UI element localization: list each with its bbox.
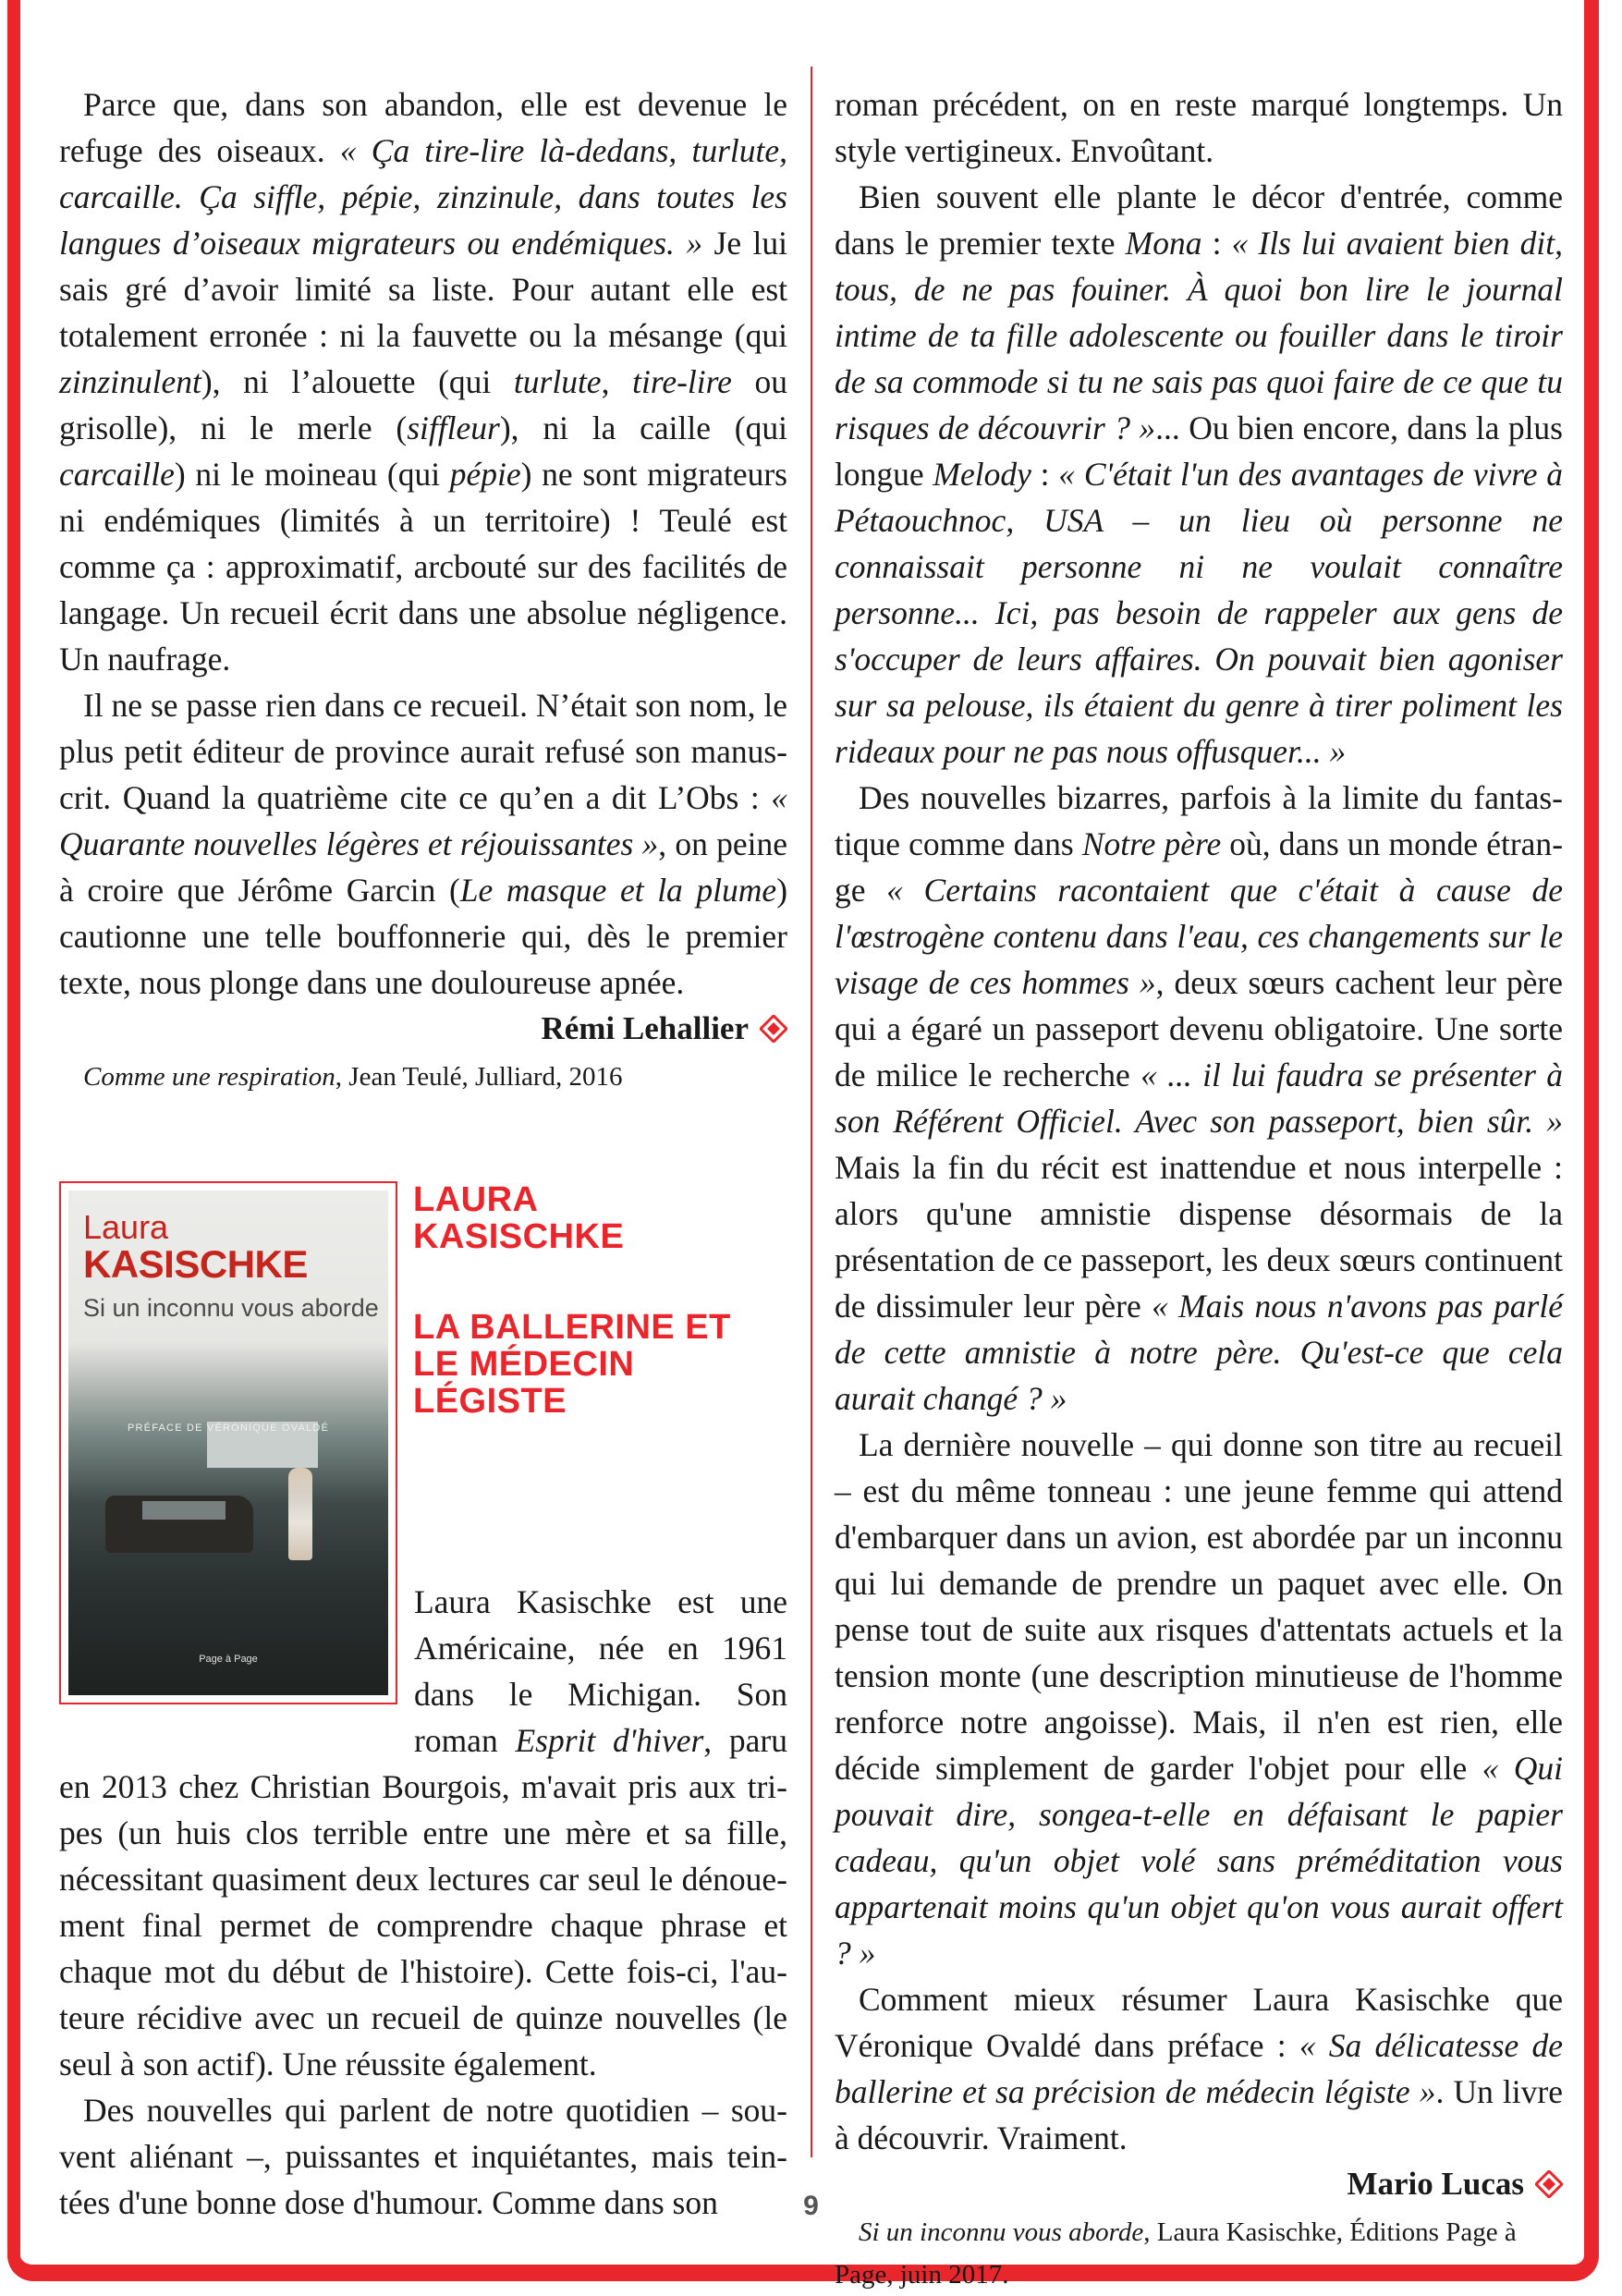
cover-title: Si un inconnu vous aborde xyxy=(83,1294,379,1322)
left-column xyxy=(59,81,787,2226)
book-cover-image xyxy=(59,1181,397,1704)
italic-run: Comme une respiration xyxy=(83,1062,335,1092)
text-run: Je lui sais gré d’avoir limité sa liste. Pour autant elle est totalement erronée : ni la fauvette ou la mésange (qui xyxy=(59,225,787,354)
text-run: ) ni le moineau (qui xyxy=(174,456,450,493)
text-run: Des nouvelles bizarres, parfois à la limite du fantastique comme dans xyxy=(835,779,1563,862)
cover-car-window xyxy=(142,1501,226,1520)
text-run: , Jean Teulé, Julliard, 2016 xyxy=(335,1062,623,1092)
right-column xyxy=(835,81,1563,2296)
book-header xyxy=(59,1180,787,1665)
cover-publisher: Page à Page xyxy=(199,1654,258,1665)
cover-author-last: KASISCHKE xyxy=(83,1242,308,1286)
review-kasischke-source xyxy=(835,2211,1563,2296)
italic-run: carcaille xyxy=(59,456,175,493)
text-run: : xyxy=(1031,456,1059,493)
cover-preface: PRÉFACE DE VÉRONIQUE OVALDÉ xyxy=(127,1423,330,1434)
heading-author-line-1: LAURA xyxy=(413,1180,539,1219)
paragraph xyxy=(835,1422,1563,1976)
italic-run: Le masque et la plume xyxy=(459,872,777,909)
review-kasischke-body-right xyxy=(835,81,1563,2161)
italic-run: siffleur xyxy=(407,409,500,446)
text-run: ) cautionne une telle bouffonnerie qui, dès le premier texte, nous plonge dans une douloureuse apnée. xyxy=(59,872,788,1001)
italic-run: Mona xyxy=(1125,225,1202,262)
paragraph xyxy=(835,1976,1563,2161)
italic-run: Notre père xyxy=(1081,825,1222,862)
page-number: 9 xyxy=(803,2191,819,2221)
italic-run: turlute xyxy=(513,363,602,400)
text-run: , xyxy=(601,363,633,400)
text-run: ) ne sont migrateurs ni endémiques (limités à un territoire) ! Teulé est comme ça : approximatif, arcbouté sur des facilités de langage. Un recueil écrit dans une absolue négligence. Un naufrage. xyxy=(59,456,787,678)
text-run: Comment mieux résumer Laura Kasischke que Véronique Ovaldé dans préface : xyxy=(835,1981,1563,2064)
text-run: ), ni l’alouette (qui xyxy=(201,363,514,400)
text-run: Parce que, dans son abandon, elle est devenue le refuge des oiseaux. xyxy=(59,86,787,169)
cover-author-first: Laura xyxy=(83,1208,169,1246)
text-run: ... Ou bien encore, dans la plus longue xyxy=(835,409,1564,493)
review-teule-body xyxy=(59,81,787,1006)
text-run: : xyxy=(1201,225,1232,262)
column-divider xyxy=(811,67,812,2157)
italic-run: « Mais nous n'avons pas parlé de cette amnistie à notre père. Qu'est-ce que cela aurait changé ? » xyxy=(835,1288,1563,1417)
text-run: Mais la fin du récit est inattendue et nous interpelle : alors qu'une amnistie dispense désormais de la présentation de ce passeport, les deux sœurs continuent de dissimuler leur père xyxy=(835,1149,1563,1325)
text-run: , Laura Kasischke, Éditions Page à Page, juin 2017. xyxy=(835,2217,1517,2290)
text-run: , paru en 2013 chez Christian Bourgois, m'avait pris aux tripes (un huis clos terrible entre une mère et sa fille, nécessitant quasiment deux lectures car seul le dénouement final permet de comprendre chaque phrase et chaque mot du début de l'histoire). Cette fois-ci, l'auteure récidive avec un recueil de quinze nouvelles (le seul à son actif). Une réussite également. xyxy=(59,1722,787,2082)
text-run: Il ne se passe rien dans ce recueil. N’était son nom, le plus petit éditeur de province aurait refusé son manuscrit. Quand la quatrième cite ce qu’en a dit L’Obs : xyxy=(59,687,787,816)
italic-run: « Quarante nouvelles légères et réjouissantes » xyxy=(59,779,787,862)
italic-run: « Certains racontaient que c'était à cause de l'œstrogène contenu dans l'eau, ces changements sur le visage de ces hommes » xyxy=(835,872,1563,1001)
heading-gap xyxy=(413,1255,731,1309)
italic-run: « C'était l'un des avantages de vivre à Pétaouchnoc, USA – un lieu où personne ne connaissait personne ni ne voulait connaître personne... Ici, pas besoin de rappeler aux gens de s'occuper de leurs affaires. On pouvait bien agoniser sur sa pelouse, ils étaient du genre à tirer poliment les rideaux pour ne pas nous offusquer... » xyxy=(835,456,1563,770)
text-run: , on peine à croire que Jérôme Garcin ( xyxy=(59,825,787,909)
paragraph xyxy=(835,174,1563,775)
text-run: où, dans un monde étrange xyxy=(835,825,1564,909)
italic-run: Si un inconnu vous aborde xyxy=(859,2217,1144,2247)
italic-run: « Sa délicatesse de ballerine et sa précision de médecin légiste » xyxy=(835,2027,1563,2110)
review-kasischke-heading xyxy=(413,1181,731,1420)
paragraph xyxy=(59,682,787,1006)
cover-author xyxy=(83,1208,308,1286)
text-run: , deux sœurs cachent leur père qui a égaré un passeport devenu obligatoire. Une sorte de milice le recherche xyxy=(835,964,1564,1093)
text-run: Laura Kasischke est une Américaine, née en 1961 dans le Michigan. Son roman xyxy=(414,1583,787,1759)
review-teule-source xyxy=(59,1056,787,1098)
paragraph xyxy=(835,775,1563,1422)
text-run: Bien souvent elle plante le décor d'entrée, comme dans le premier texte xyxy=(835,178,1563,262)
review-kasischke xyxy=(59,1181,787,2226)
cover-photo xyxy=(68,1191,388,1695)
review-teule xyxy=(59,81,787,1098)
heading-title-line-1: LA BALLERINE ET xyxy=(413,1308,731,1347)
italic-run: tire-lire xyxy=(632,363,732,400)
italic-run: « Qui pouvait dire, songea-t-elle en défaisant le papier cadeau, qu'un objet volé sans préméditation vous appartenait moins qu'un objet qu'on vous aurait offert ? » xyxy=(835,1750,1563,1972)
text-run: ou grisolle), ni le merle ( xyxy=(59,363,788,446)
paragraph xyxy=(59,81,787,682)
italic-run: pépie xyxy=(449,456,521,493)
text-run: Des nouvelles qui parlent de notre quotidien – souvent aliénant –, puissantes et inquiétantes, mais teintées d'une bonne dose d'humour. Comme dans son xyxy=(59,2092,787,2221)
heading-title-line-3: LÉGISTE xyxy=(413,1382,567,1421)
text-run: ), ni la caille (qui xyxy=(499,409,787,446)
heading-title-line-2: LE MÉDECIN xyxy=(413,1345,635,1384)
text-run: La dernière nouvelle – qui donne son titre au recueil – est du même tonneau : une jeune femme qui attend d'embarquer dans un avion, est abordée par un inconnu qui lui demande de prendre un paquet avec elle. On pense tout de suite aux risques d'attentats actuels et la tension monte (une description minutieuse de l'homme renforce notre angoisse). Mais, il n'en est rien, elle décide simplement de garder l'objet pour elle xyxy=(835,1426,1563,1787)
review-teule-signature xyxy=(59,1006,787,1052)
heading-author-line-2: KASISCHKE xyxy=(413,1217,625,1256)
text-run: . Un livre à découvrir. Vraiment. xyxy=(835,2073,1563,2156)
italic-run: Esprit d'hiver xyxy=(515,1722,704,1759)
italic-run: « Ça tire-lire là-dedans, turlute, carcaille. Ça siffle, pépie, zinzinule, dans toutes les langues d’oiseaux migrateurs ou endémiques. » xyxy=(59,132,787,262)
italic-run: Melody xyxy=(933,456,1031,493)
reviewer-name: Mario Lucas xyxy=(1347,2166,1524,2202)
red-diamond-icon xyxy=(760,1015,787,1043)
cover-car xyxy=(105,1496,253,1553)
paragraph xyxy=(835,81,1563,174)
italic-run: « Ils lui avaient bien dit, tous, de ne pas fouiner. À quoi bon lire le journal intime de ta fille adolescente ou fouiller dans le tiroir de sa commode si tu ne sais pas quoi faire de ce que tu risques de découvrir ? » xyxy=(835,225,1563,446)
text-run: roman précédent, on en reste marqué longtemps. Un style vertigineux. Envoûtant. xyxy=(835,86,1563,169)
italic-run: zinzinulent xyxy=(59,363,201,400)
italic-run: « ... il lui faudra se présenter à son Référent Officiel. Avec son passeport, bien sûr. » xyxy=(835,1056,1564,1140)
reviewer-name: Rémi Lehallier xyxy=(541,1010,749,1046)
cover-figure xyxy=(288,1468,312,1560)
